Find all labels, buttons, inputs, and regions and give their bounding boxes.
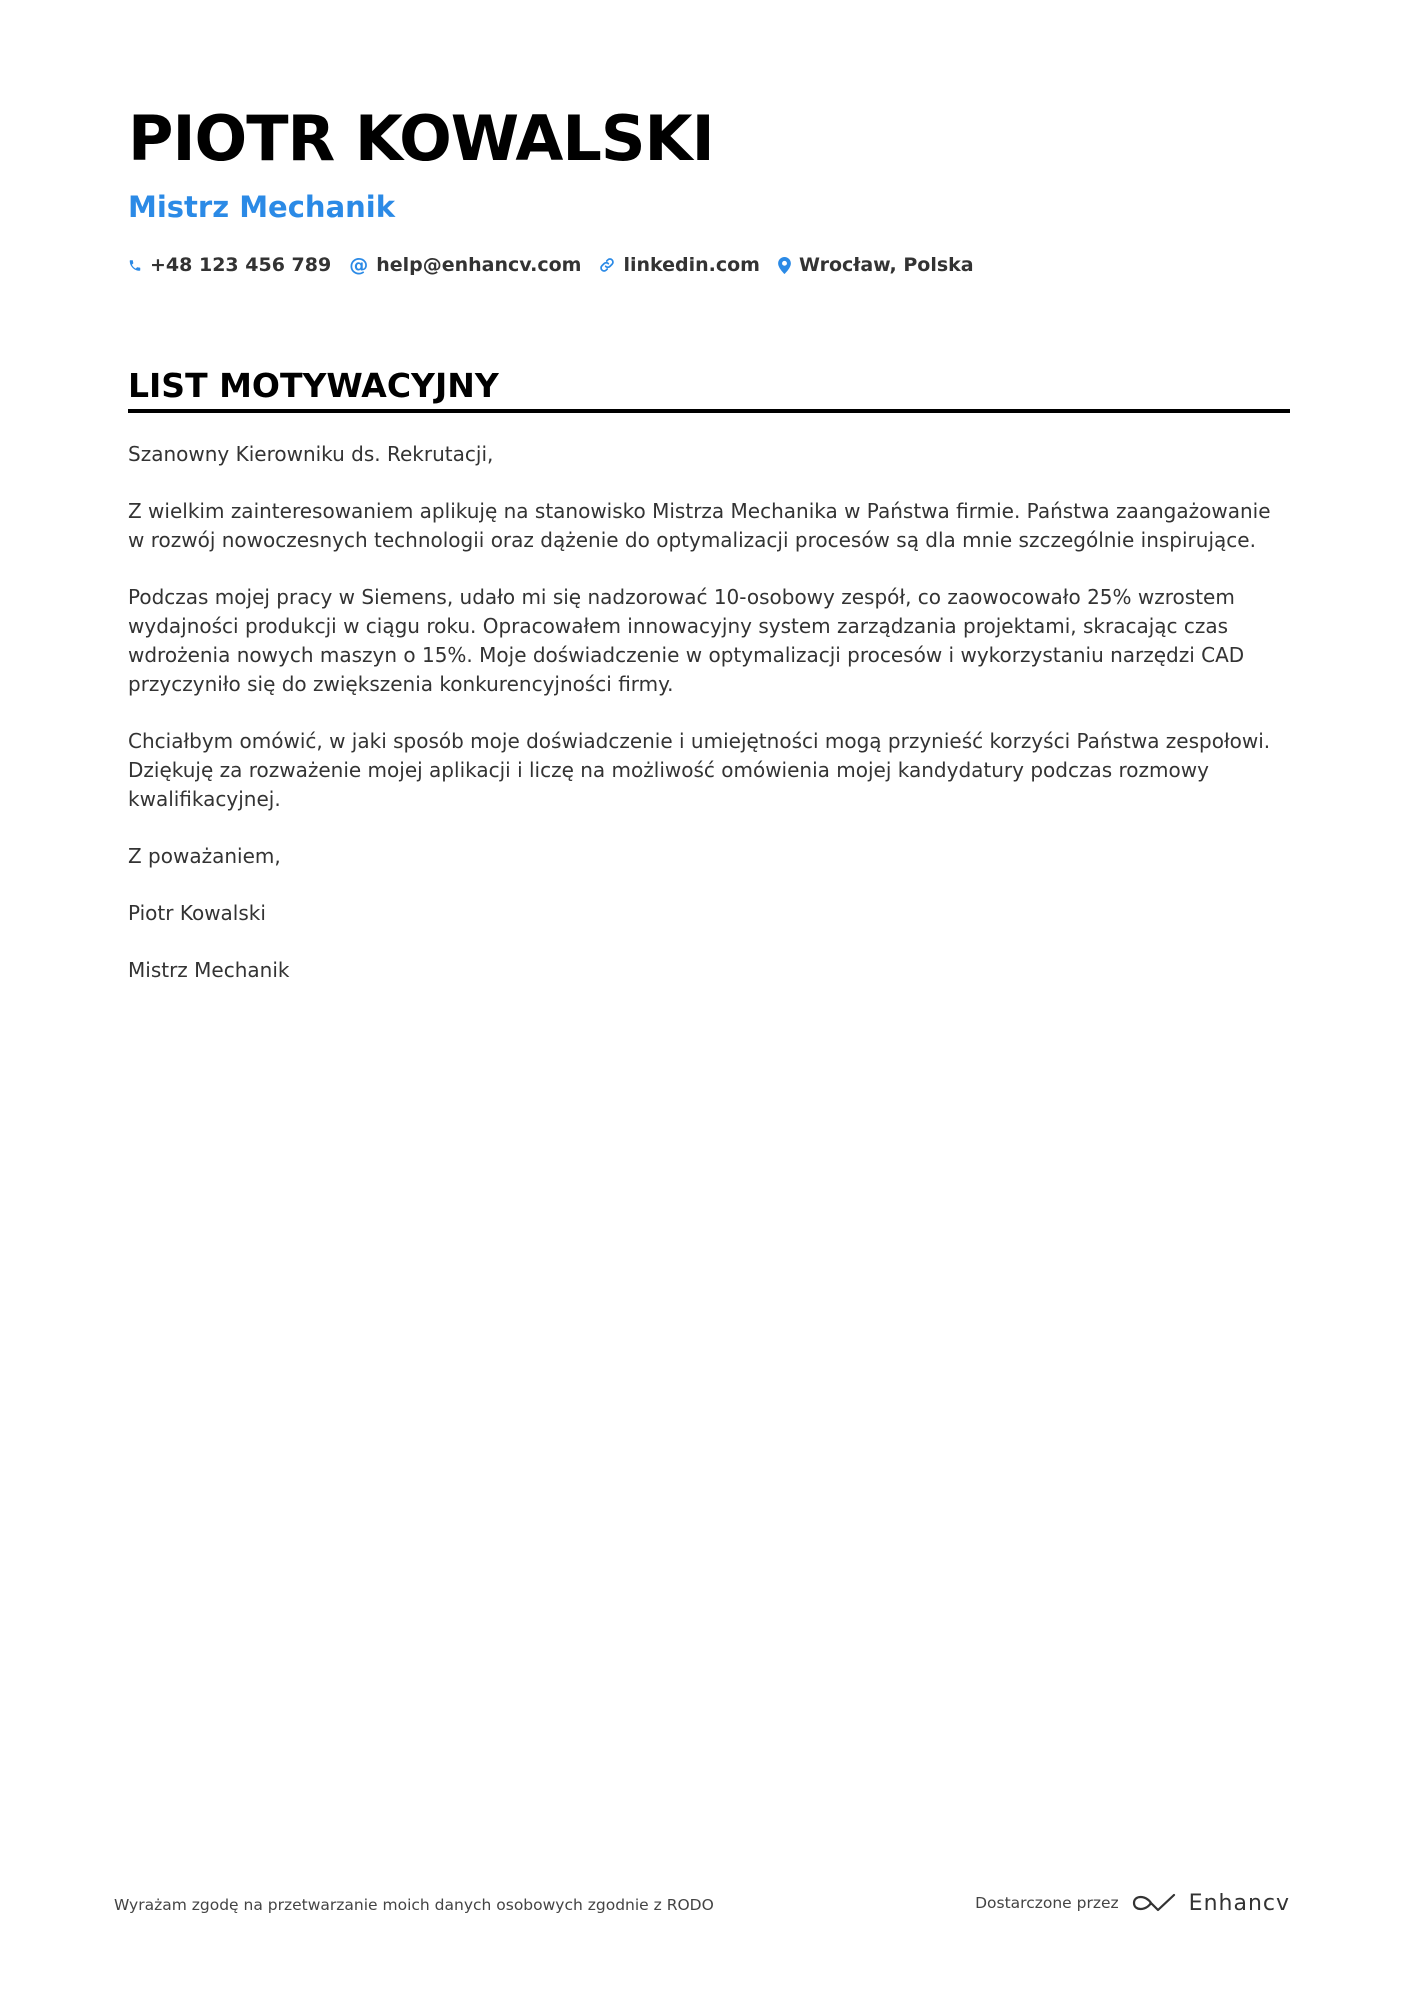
- section-title: LIST MOTYWACYJNY: [128, 366, 499, 405]
- contact-location: [778, 254, 974, 276]
- candidate-title: Mistrz Mechanik: [128, 190, 396, 224]
- contact-email[interactable]: [349, 254, 581, 276]
- letter-paragraph: Chciałbym omówić, w jaki sposób moje doświadczenie i umiejętności mogą przynieść korzyści Państwa zespołowi. Dziękuję za rozważenie mojej aplikacji i liczę na możliwość omówienia mojej kandydatury podczas rozmowy kwalifikacyjnej.: [128, 729, 1271, 811]
- powered-by[interactable]: [975, 1890, 1290, 1916]
- brand-name: Enhancv: [1188, 1890, 1290, 1916]
- signature-name: Piotr Kowalski: [128, 901, 266, 925]
- link-icon: [599, 257, 615, 273]
- candidate-name: PIOTR KOWALSKI: [128, 102, 714, 175]
- phone-icon: [128, 258, 142, 273]
- at-icon: @: [349, 253, 369, 276]
- phone-text: +48 123 456 789: [150, 254, 332, 276]
- location-text: Wrocław, Polska: [798, 254, 974, 276]
- contact-phone[interactable]: [128, 254, 331, 276]
- section-divider: [128, 409, 1290, 413]
- contact-linkedin[interactable]: [599, 254, 760, 276]
- letter-body: [128, 440, 1278, 1013]
- linkedin-text: linkedin.com: [623, 254, 760, 276]
- letter-paragraph: Podczas mojej pracy w Siemens, udało mi się nadzorować 10-osobowy zespół, co zaowocowało 25% wzrostem wydajności produkcji w ciągu roku. Opracowałem innowacyjny system zarządzania projektami, skracając czas wdrożenia nowych maszyn o 15%. Moje doświadczenie w optymalizacji procesów i wykorzystaniu narzędzi CAD przyczyniło się do zwiększenia konkurencyjności firmy.: [128, 585, 1245, 696]
- signature-title: Mistrz Mechanik: [128, 958, 290, 982]
- letter-paragraph: Z wielkim zainteresowaniem aplikuję na stanowisko Mistrza Mechanika w Państwa firmie. Państwa zaangażowanie w rozwój nowoczesnych technologii oraz dążenie do optymalizacji procesów są dla mnie szczególnie inspirujące.: [128, 499, 1271, 552]
- enhancv-logo-icon: [1131, 1890, 1177, 1916]
- email-text: help@enhancv.com: [376, 254, 582, 276]
- gdpr-consent: Wyrażam zgodę na przetwarzanie moich danych osobowych zgodnie z RODO: [114, 1896, 714, 1914]
- letter-greeting: Szanowny Kierowniku ds. Rekrutacji,: [128, 442, 494, 466]
- contact-bar: [128, 254, 974, 276]
- powered-by-label: Dostarczone przez: [975, 1894, 1119, 1912]
- letter-closing: Z poważaniem,: [128, 844, 281, 868]
- location-pin-icon: [778, 257, 791, 274]
